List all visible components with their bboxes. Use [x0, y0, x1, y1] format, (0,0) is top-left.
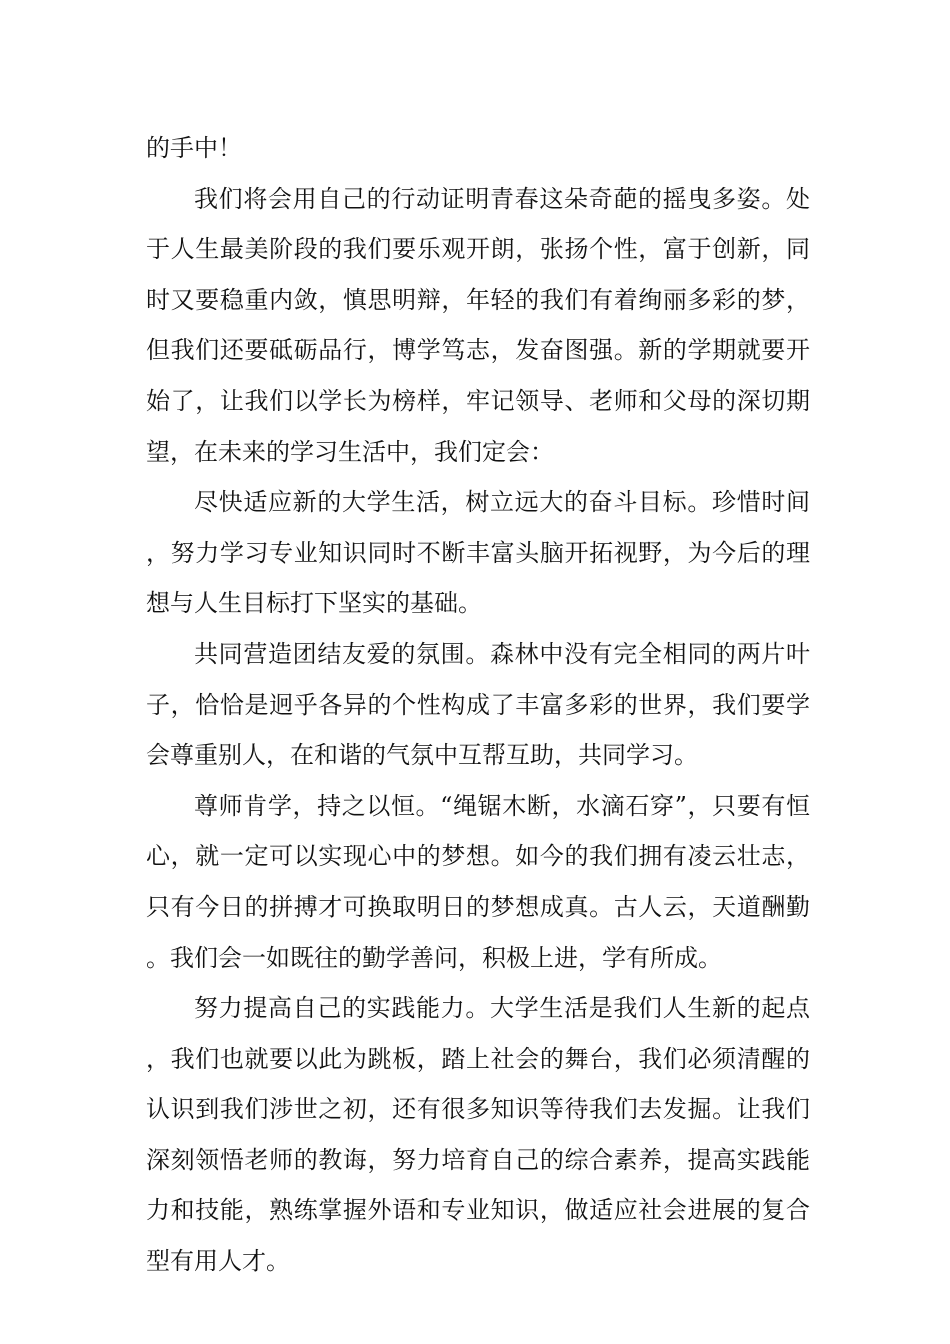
paragraph-5: 尊师肯学，持之以恒。“绳锯木断，水滴石穿”，只要有恒心，就一定可以实现心中的梦想。如今的我们拥有凌云壮志，只有今日的拼搏才可换取明日的梦想成真。古人云，天道酬勤。我们会一如既往的勤学善问，积极上进，学有所成。: [146, 791, 810, 972]
paragraph-6: 努力提高自己的实践能力。大学生活是我们人生新的起点，我们也就要以此为跳板，踏上社会的舞台，我们必须清醒的认识到我们涉世之初，还有很多知识等待我们去发掘。让我们深刻领悟老师的教诲，努力培育自己的综合素养，提高实践能力和技能，熟练掌握外语和专业知识，做适应社会进展的复合型有用人才。: [146, 994, 810, 1276]
paragraph-1: 的手中！: [146, 134, 242, 162]
document-body: [146, 123, 810, 1287]
paragraph-2: 我们将会用自己的行动证明青春这朵奇葩的摇曳多姿。处于人生最美阶段的我们要乐观开朗，张扬个性，富于创新，同时又要稳重内敛，慎思明辩，年轻的我们有着绚丽多彩的梦，但我们还要砥砺品行，博学笃志，发奋图强。新的学期就要开始了，让我们以学长为榜样，牢记领导、老师和父母的深切期望，在未来的学习生活中，我们定会：: [146, 184, 810, 466]
paragraph-3: 尽快适应新的大学生活，树立远大的奋斗目标。珍惜时间，努力学习专业知识同时不断丰富头脑开拓视野，为今后的理想与人生目标打下坚实的基础。: [146, 488, 810, 618]
paragraph-4: 共同营造团结友爱的氛围。森林中没有完全相同的两片叶子，恰恰是迥乎各异的个性构成了丰富多彩的世界，我们要学会尊重别人，在和谐的气氛中互帮互助，共同学习。: [146, 639, 810, 770]
